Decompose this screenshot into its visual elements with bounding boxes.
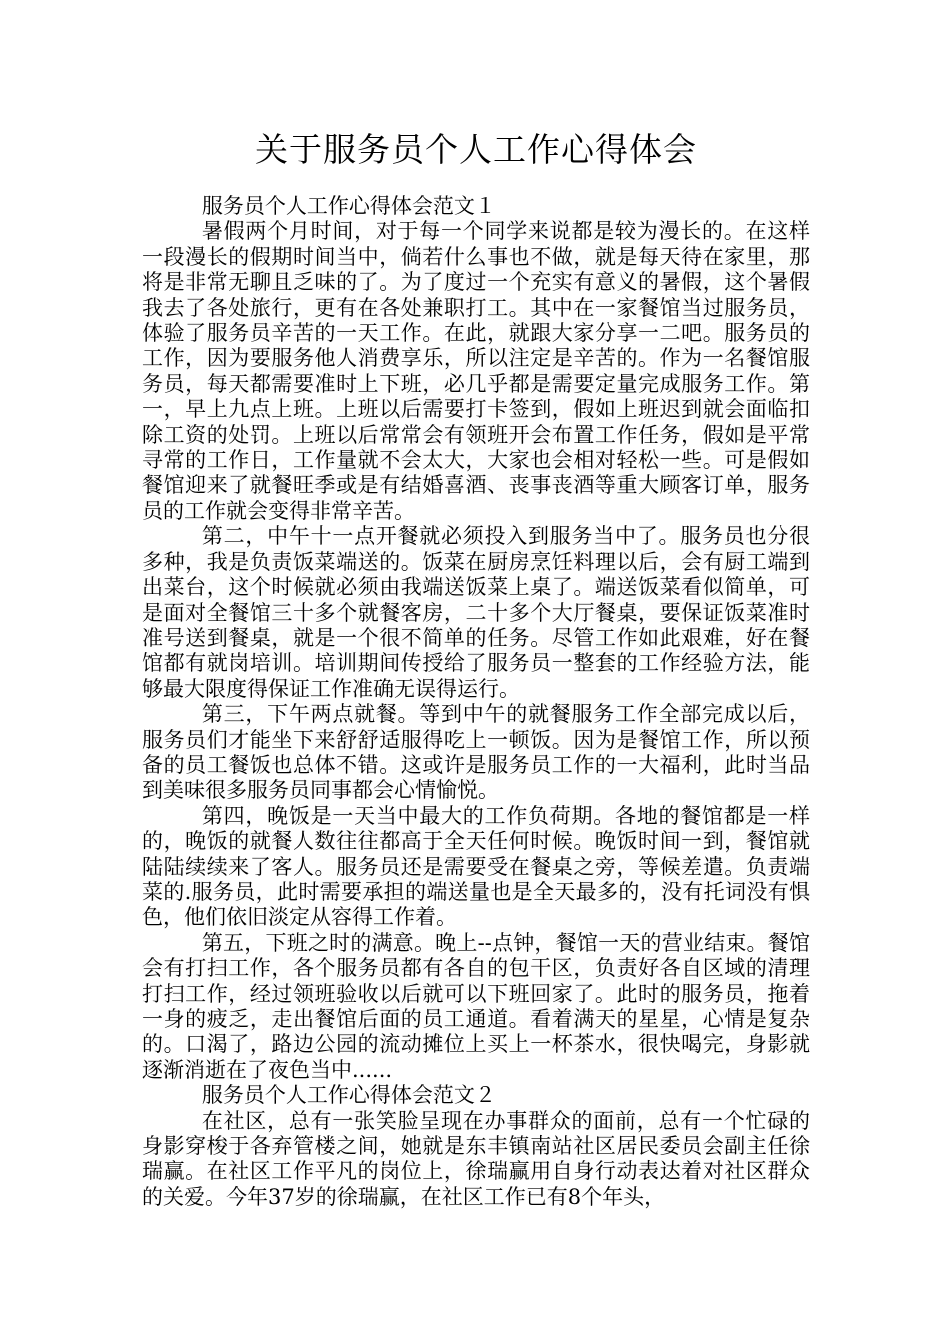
- paragraph: 第五，下班之时的满意。晚上--点钟，餐馆一天的营业结束。餐馆会有打扫工作，各个服务员都有各自的包干区，负责好各自区域的清理打扫工作，经过领班验收以后就可以下班回家了。此时的服务员，拖着一身的疲乏，走出餐馆后面的员工通道。看着满天的星星，心情是复杂的。口渴了，路边公园的流动摊位上买上一杯茶水，很快喝完，身影就逐渐消逝在了夜色当中......: [142, 930, 810, 1082]
- section-heading: 服务员个人工作心得体会范文１: [201, 194, 496, 218]
- document-title: 关于服务员个人工作心得体会: [255, 130, 697, 169]
- paragraph: 第二，中午十一点开餐就必须投入到服务当中了。服务员也分很多种，我是负责饭菜端送的。饭菜在厨房烹饪料理以后，会有厨工端到出菜台，这个时候就必须由我端送饭菜上桌了。端送饭菜看似简单，可是面对全餐馆三十多个就餐客房，二十多个大厅餐桌，要保证饭菜准时准号送到餐桌，就是一个很不简单的任务。尽管工作如此艰难，好在餐馆都有就岗培训。培训期间传授给了服务员一整套的工作经验方法，能够最大限度得保证工作准确无误得运行。: [142, 524, 810, 701]
- paragraph: 暑假两个月时间，对于每一个同学来说都是较为漫长的。在这样一段漫长的假期时间当中，倘若什么事也不做，就是每天待在家里，那将是非常无聊且乏味的了。为了度过一个充实有意义的暑假，这个暑假我去了各处旅行，更有在各处兼职打工。其中在一家餐馆当过服务员，体验了服务员辛苦的一天工作。在此，就跟大家分享一二吧。服务员的工作，因为要服务他人消费享乐，所以注定是辛苦的。作为一名餐馆服务员，每天都需要准时上下班，必几乎都是需要定量完成服务工作。第一，早上九点上班。上班以后需要打卡签到，假如上班迟到就会面临扣除工资的处罚。上班以后常常会有领班开会布置工作任务，假如是平常寻常的工作日，工作量就不会太大，大家也会相对轻松一些。可是假如餐馆迎来了就餐旺季或是有结婚喜酒、丧事丧酒等重大顾客订单，服务员的工作就会变得非常辛苦。: [142, 219, 810, 523]
- paragraph: 在社区，总有一张笑脸呈现在办事群众的面前，总有一个忙碌的身影穿梭于各弃管楼之间，她就是东丰镇南站社区居民委员会副主任徐瑞赢。在社区工作平凡的岗位上，徐瑞赢用自身行动表达着对社区群众的关爱。今年37岁的徐瑞赢，在社区工作已有8个年头，: [142, 1108, 810, 1209]
- section-heading: 服务员个人工作心得体会范文２: [201, 1083, 496, 1108]
- paragraph: 第三，下午两点就餐。等到中午的就餐服务工作全部完成以后，服务员们才能坐下来舒舒适服得吃上一顿饭。因为是餐馆工作，所以预备的员工餐饭也总体不错。这或许是服务员工作的一大福利，此时当品到美味很多服务员同事都会心情愉悦。: [142, 702, 810, 803]
- paragraph: 第四，晚饭是一天当中最大的工作负荷期。各地的餐馆都是一样的，晚饭的就餐人数往往都高于全天任何时候。晚饭时间一到，餐馆就陆陆续续来了客人。服务员还是需要受在餐桌之旁，等候差遣。负责端菜的.服务员，此时需要承担的端送量也是全天最多的，没有托词没有惧色，他们依旧淡定从容得工作着。: [142, 803, 810, 930]
- section-2: [142, 1083, 810, 1210]
- section-1: [142, 194, 810, 1083]
- document-page: [142, 128, 810, 1210]
